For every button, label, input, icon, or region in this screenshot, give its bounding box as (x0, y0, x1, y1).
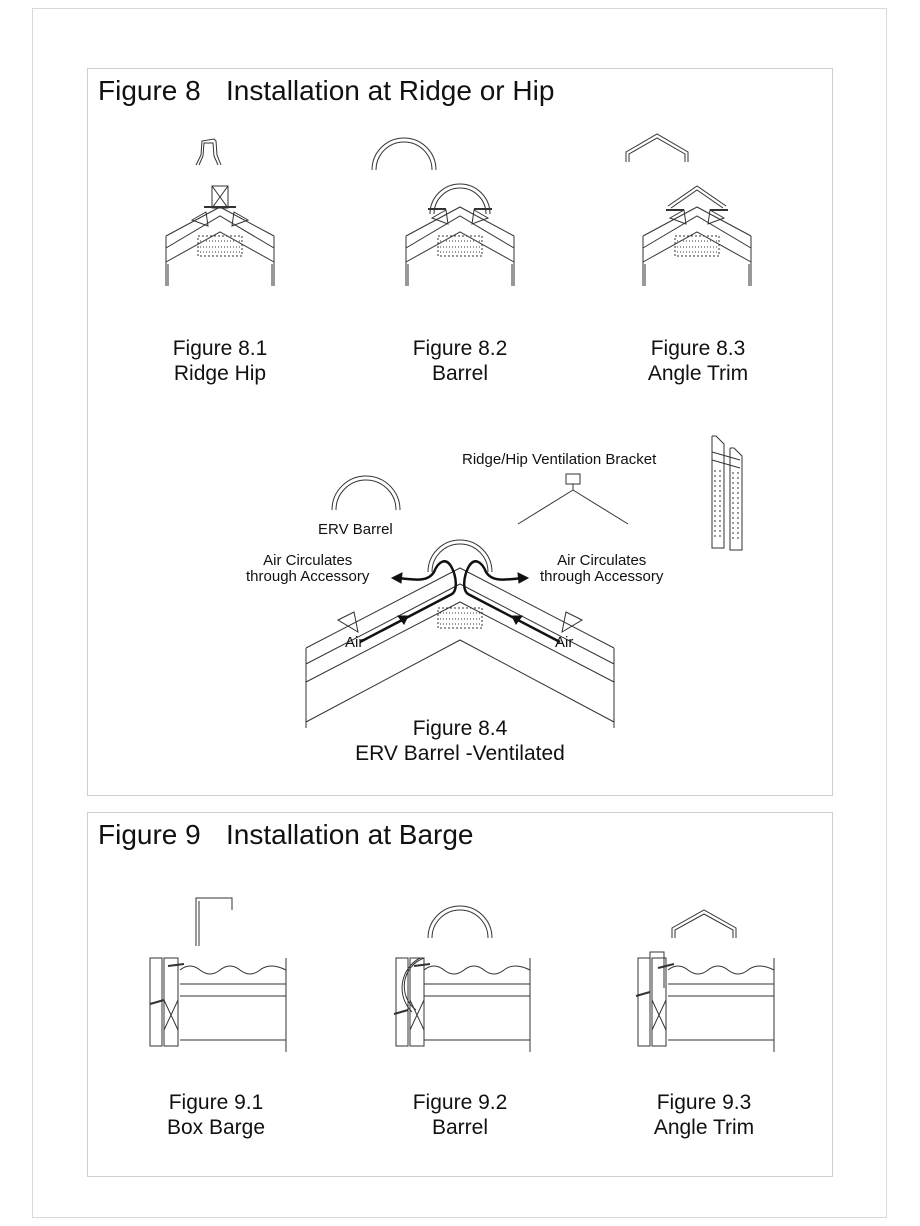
figure-8-1-name: Ridge Hip (173, 362, 267, 385)
figure-9-1-number: Figure 9.1 (168, 1091, 264, 1114)
air-circulates-right-line1: Air Circulates (557, 552, 647, 569)
figure-8-4-name: ERV Barrel -Ventilated (355, 742, 565, 765)
figure-9-1-caption (106, 1090, 326, 1140)
figure-9-2-caption (350, 1090, 570, 1140)
figure-8-2-name: Barrel (431, 362, 489, 385)
figure-9-number: Figure 9 (98, 819, 201, 850)
erv-barrel-label: ERV Barrel (318, 521, 393, 538)
bracket-label: Ridge/Hip Ventilation Bracket (462, 451, 657, 468)
figure-8-3-number: Figure 8.3 (650, 337, 746, 360)
barge-angle-trim-capping-drawing (672, 910, 736, 938)
figure-8-title: Installation at Ridge or Hip (226, 75, 555, 106)
figure-9-3-name: Angle Trim (653, 1116, 755, 1139)
air-circulates-left-line2: through Accessory (246, 568, 370, 585)
figure-8-number: Figure 8 (98, 75, 201, 106)
air-left-label: Air (345, 634, 364, 651)
air-circulates-left-line1: Air Circulates (263, 552, 353, 569)
figure-9-3-caption (594, 1090, 814, 1140)
barge-barrel-section-drawing (394, 958, 530, 1052)
figure-9-3-number: Figure 9.3 (656, 1091, 752, 1114)
figure-9-1-name: Box Barge (166, 1116, 266, 1139)
box-barge-capping-drawing (196, 898, 232, 946)
figure-8-4-number: Figure 8.4 (412, 717, 508, 740)
air-circulates-right-line2: through Accessory (540, 568, 664, 585)
figure-9-2-name: Barrel (431, 1116, 489, 1139)
box-barge-section-drawing (150, 958, 286, 1052)
air-right-label: Air (555, 634, 574, 651)
barge-barrel-capping-drawing (428, 906, 492, 938)
barge-angle-trim-section-drawing (636, 952, 774, 1052)
figure-9-title: Installation at Barge (226, 819, 474, 850)
figure-8-2-number: Figure 8.2 (412, 337, 508, 360)
figure-9-2-number: Figure 9.2 (412, 1091, 508, 1114)
figure-8-3-name: Angle Trim (647, 362, 749, 385)
figure-8-1-number: Figure 8.1 (172, 337, 268, 360)
